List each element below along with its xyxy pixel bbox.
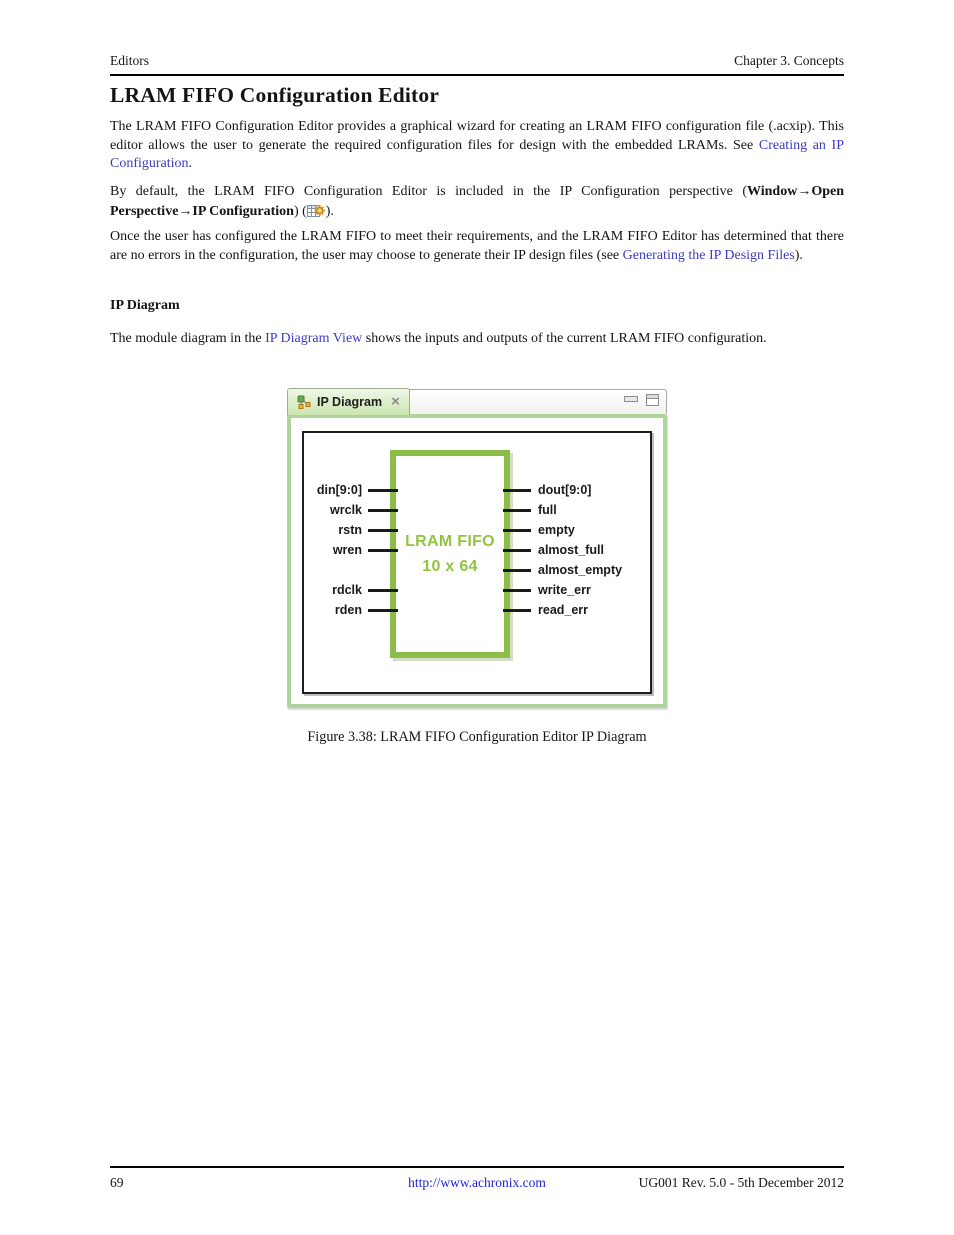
paragraph-4-text: The module diagram in the (110, 331, 266, 346)
maximize-icon[interactable] (646, 394, 659, 406)
paragraph-1 (110, 118, 844, 174)
view-window-buttons (624, 394, 659, 406)
pin-gap (291, 560, 398, 580)
close-icon[interactable]: × (391, 393, 400, 410)
pin-label: dout[9:0] (538, 483, 592, 497)
ip-diagram-tab-icon (297, 395, 311, 409)
pin-almost-empty (503, 560, 622, 580)
paragraph-1-end: . (188, 156, 193, 172)
pin-label: read_err (538, 603, 589, 617)
tab-label: IP Diagram (317, 395, 383, 409)
pin-wire (503, 549, 531, 552)
paragraph-3-end: ). (794, 247, 803, 263)
pin-read-err (503, 600, 622, 620)
footer-revision: UG001 Rev. 5.0 - 5th December 2012 (638, 1175, 844, 1190)
pin-label: almost_full (538, 543, 604, 557)
ip-diagram-content (287, 414, 667, 708)
pin-wire (503, 589, 531, 592)
paragraph-2-mid: ) ( (293, 203, 307, 219)
pin-write-err (503, 580, 622, 600)
footer-rule (110, 1166, 844, 1168)
pin-label: write_err (538, 583, 591, 597)
paragraph-4-end: shows the inputs and outputs of the current LRAM FIFO configuration. (362, 331, 767, 346)
pin-wire (368, 589, 398, 592)
ip-diagram-tabbar (287, 388, 667, 415)
pin-wren (291, 540, 398, 560)
pin-wire (368, 489, 398, 492)
pin-wire (368, 529, 398, 532)
block-title: LRAM FIFO (405, 533, 495, 550)
block-subtitle: 10 x 64 (422, 558, 478, 575)
link-generating-ip-design-files[interactable]: Generating the IP Design Files (622, 247, 795, 263)
pin-label: rden (334, 603, 362, 617)
page-number: 69 (110, 1175, 124, 1190)
pin-rstn (291, 520, 398, 540)
pin-wire (368, 549, 398, 552)
pin-label: din[9:0] (316, 483, 362, 497)
paragraph-3 (110, 228, 844, 265)
footer-link-achronix[interactable]: http://www.achronix.com (408, 1175, 546, 1190)
pin-label: wren (332, 543, 362, 557)
link-ip-diagram-view[interactable]: IP Diagram View (265, 331, 363, 346)
pin-wire (503, 509, 531, 512)
paragraph-2-end: ). (325, 203, 334, 219)
pin-label: rdclk (332, 583, 362, 597)
pin-wrclk (291, 500, 398, 520)
link-creating-ip-configuration[interactable]: Creating an IP Configuration (110, 137, 844, 172)
minimize-icon[interactable] (624, 396, 638, 402)
pin-wire (368, 509, 398, 512)
pin-wire (503, 569, 531, 572)
paragraph-3-text: Once the user has configured the LRAM FIFO to meet their requirements, and the LRAM FIFO Editor has determined that there are no errors in the configuration, the user may choose to generate their IP design files (see (110, 229, 844, 263)
pin-full (503, 500, 622, 520)
pin-label: empty (538, 523, 575, 537)
pin-rden (291, 600, 398, 620)
pin-label: rstn (338, 523, 362, 537)
page-title: LRAM FIFO Configuration Editor (110, 83, 440, 107)
diagram-canvas (291, 418, 663, 704)
ip-diagram-window (287, 388, 667, 708)
output-pins (503, 480, 622, 620)
pin-wire (368, 609, 398, 612)
section-heading-ip-diagram: IP Diagram (110, 298, 180, 313)
pin-empty (503, 520, 622, 540)
menu-path-open-perspective: Open Perspective (110, 184, 844, 219)
menu-path-window: Window (746, 184, 798, 199)
arrow-glyph: → (178, 203, 193, 219)
pin-rdclk (291, 580, 398, 600)
pin-dout (503, 480, 622, 500)
header-right: Chapter 3. Concepts (734, 53, 844, 68)
figure-caption: Figure 3.38: LRAM FIFO Configuration Editor IP Diagram (307, 729, 647, 745)
menu-path-ip-configuration: IP Configuration (192, 203, 294, 219)
paragraph-2 (110, 183, 844, 224)
tab-ip-diagram[interactable] (287, 388, 410, 415)
pin-wire (503, 489, 531, 492)
pin-label: full (538, 503, 557, 517)
lram-fifo-block (390, 450, 510, 658)
arrow-glyph: → (797, 184, 812, 199)
paragraph-2-text: By default, the LRAM FIFO Configuration Editor is included in the IP Configuration perspective ( (110, 184, 747, 199)
pin-wire (503, 609, 531, 612)
input-pins (291, 480, 398, 620)
pin-almost-full (503, 540, 622, 560)
pin-label: wrclk (330, 503, 362, 517)
header-left: Editors (110, 53, 149, 68)
ip-configuration-perspective-icon (307, 202, 326, 225)
page-header (110, 53, 844, 76)
paragraph-4 (110, 330, 844, 349)
pin-wire (503, 529, 531, 532)
pin-label: almost_empty (538, 563, 623, 577)
pin-din (291, 480, 398, 500)
paragraph-1-text: The LRAM FIFO Configuration Editor provides a graphical wizard for creating an LRAM FIFO configuration file (.acxip). This editor allows the user to generate the required configuration files for design with the embedded LRAMs. See (110, 119, 844, 153)
